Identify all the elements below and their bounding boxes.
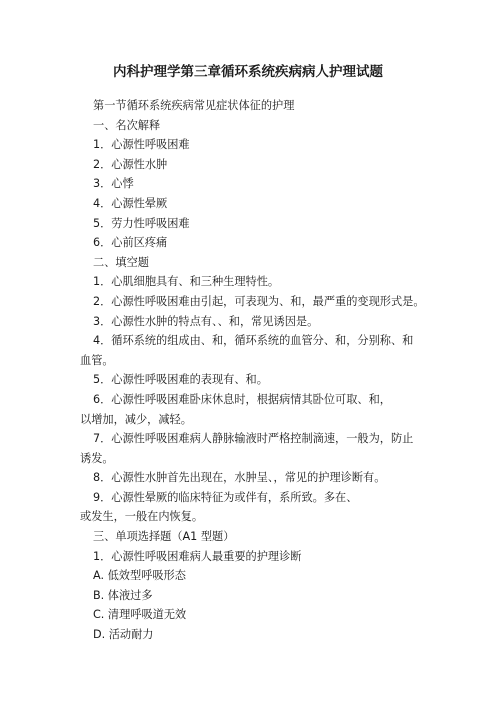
document-title: 内科护理学第三章循环系统疾病病人护理试题 — [113, 64, 383, 80]
text-line: A. 低效型呼吸形态 — [93, 569, 186, 583]
text-line: 2．心源性呼吸困难由引起，可表现为、和，最严重的变现形式是。 — [93, 294, 425, 308]
text-line: 一、名次解释 — [93, 118, 161, 132]
text-line: 3．心源性水肿的特点有、、和，常见诱因是。 — [93, 314, 319, 328]
document-body — [80, 96, 452, 645]
text-line: 6．心源性呼吸困难卧床休息时，根据病情其卧位可取、和， — [93, 392, 391, 406]
text-line: 4．心源性晕厥 — [93, 196, 168, 210]
text-line: D. 活动耐力 — [93, 628, 154, 642]
text-line: 血管。 — [80, 353, 114, 367]
text-line: 6．心前区疼痛 — [93, 236, 168, 250]
text-line: 8．心源性水肿首先出现在，水肿呈、，常见的护理诊断有。 — [93, 471, 386, 485]
text-line: 三、单项选择题（A1 型题） — [93, 530, 235, 544]
text-line: B. 体液过多 — [93, 588, 153, 602]
text-line: 1．心源性呼吸困难病人最重要的护理诊断 — [93, 549, 302, 563]
text-line: 2．心源性水肿 — [93, 157, 168, 171]
text-line: 二、填空题 — [93, 255, 149, 269]
text-line: 9．心源性晕厥的临床特征为或伴有，系所致。多在、 — [93, 490, 358, 504]
text-line: 5．劳力性呼吸困难 — [93, 216, 190, 230]
text-line: 7．心源性呼吸困难病人静脉输液时严格控制滴速，一般为，防止 — [93, 432, 414, 446]
text-line: 4．循环系统的组成由、和，循环系统的血管分、和，分别称、和 — [93, 334, 414, 348]
text-line: 或发生，一般在内恢复。 — [80, 510, 204, 524]
text-line: 5．心源性呼吸困难的表现有、和。 — [93, 373, 268, 387]
text-line: 3．心悸 — [93, 177, 134, 191]
text-line: 第一节循环系统疾病常见症状体征的护理 — [93, 99, 295, 112]
text-line: 以增加，减少，减轻。 — [80, 412, 192, 426]
text-line: 诱发。 — [80, 451, 114, 465]
text-line: 1．心肌细胞具有、和三种生理特性。 — [93, 275, 280, 289]
text-line: 1．心源性呼吸困难 — [93, 138, 190, 152]
text-line: C. 清理呼吸道无效 — [93, 608, 187, 622]
